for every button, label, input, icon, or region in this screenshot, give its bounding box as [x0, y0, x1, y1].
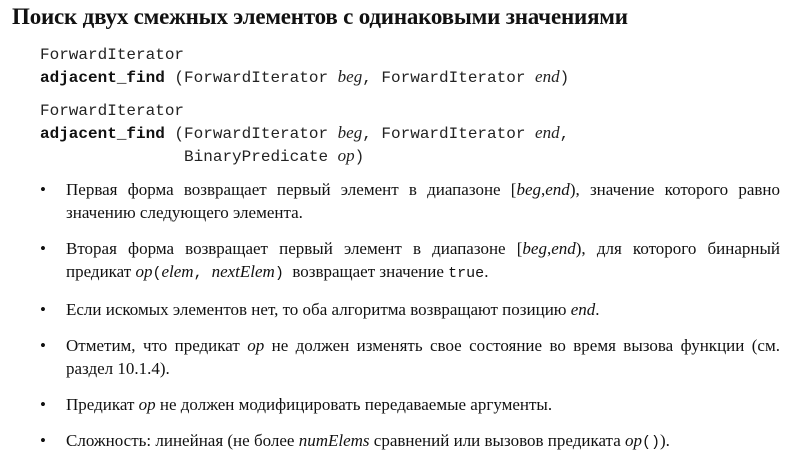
text: ).: [660, 431, 670, 450]
bullet-icon: •: [40, 239, 46, 258]
text: Вторая форма возвращает первый элемент в диапазоне [: [66, 239, 523, 258]
bullet-icon: •: [40, 336, 46, 355]
function-name: adjacent_find: [40, 69, 165, 87]
param-text: ): [354, 148, 365, 166]
list-item: [40, 298, 780, 321]
code: (): [642, 434, 661, 451]
term: nextElem: [211, 262, 275, 281]
section-title: Поиск двух смежных элементов с одинаковыми значениями: [12, 4, 628, 29]
text: сравнений или вызовов предиката: [369, 431, 625, 450]
param-text: , ForwardIterator: [362, 69, 536, 87]
signature-2: [40, 100, 569, 168]
term: end: [570, 300, 596, 319]
return-type: ForwardIterator: [40, 102, 185, 120]
text: ,: [541, 180, 546, 199]
code: ): [274, 265, 284, 282]
list-item: [40, 178, 780, 224]
text: не должен модифицировать передаваемые аргументы.: [155, 395, 553, 414]
text: Предикат: [66, 395, 139, 414]
param-text: ,: [559, 125, 570, 143]
list-item: [40, 429, 780, 454]
text: Первая форма возвращает первый элемент в диапазоне [: [66, 180, 517, 199]
param-name: beg: [337, 67, 363, 86]
text: .: [595, 300, 600, 319]
term: op: [625, 431, 642, 450]
param-text: (ForwardIterator: [164, 69, 338, 87]
term: numElems: [298, 431, 370, 450]
text: ), значение которого равно значению следующего элемента.: [66, 180, 780, 222]
param-name: op: [337, 146, 355, 165]
list-item: [40, 334, 780, 380]
code: ,: [193, 265, 212, 282]
term: elem: [161, 262, 194, 281]
term: end: [551, 239, 576, 258]
term: op: [138, 395, 156, 414]
bullet-icon: •: [40, 431, 46, 450]
param-text: BinaryPredicate: [184, 148, 338, 166]
term: beg: [516, 180, 542, 199]
signature-1: [40, 44, 569, 89]
notes-list: [40, 178, 780, 467]
text: Если искомых элементов нет, то оба алгоритма возвращают позицию: [66, 300, 571, 319]
param-text: , ForwardIterator: [362, 125, 536, 143]
param-text: ): [559, 69, 570, 87]
term: beg: [522, 239, 547, 258]
return-type: ForwardIterator: [40, 46, 185, 64]
term: end: [545, 180, 570, 199]
param-name: end: [535, 123, 560, 142]
text: ), для которого бинарный предикат: [66, 239, 781, 281]
bullet-icon: •: [40, 180, 46, 199]
bullet-icon: •: [40, 395, 46, 414]
text: не должен изменять свое состояние во время вызова функции (см. раздел 10.1.4).: [66, 336, 780, 378]
list-item: [40, 393, 780, 416]
term: op: [135, 262, 153, 281]
bullet-icon: •: [40, 300, 46, 319]
param-name: end: [535, 67, 560, 86]
text: .: [484, 262, 489, 281]
text: возвращает значение: [283, 262, 449, 281]
indent: [40, 148, 184, 166]
list-item: [40, 237, 780, 285]
code: true: [448, 265, 485, 282]
function-name: adjacent_find: [40, 125, 165, 143]
term: op: [247, 336, 265, 355]
text: Отметим, что предикат: [66, 336, 248, 355]
text: Сложность: линейная (не более: [66, 431, 299, 450]
code: (: [152, 265, 162, 282]
param-name: beg: [337, 123, 363, 142]
param-text: (ForwardIterator: [164, 125, 338, 143]
text: ,: [546, 239, 552, 258]
